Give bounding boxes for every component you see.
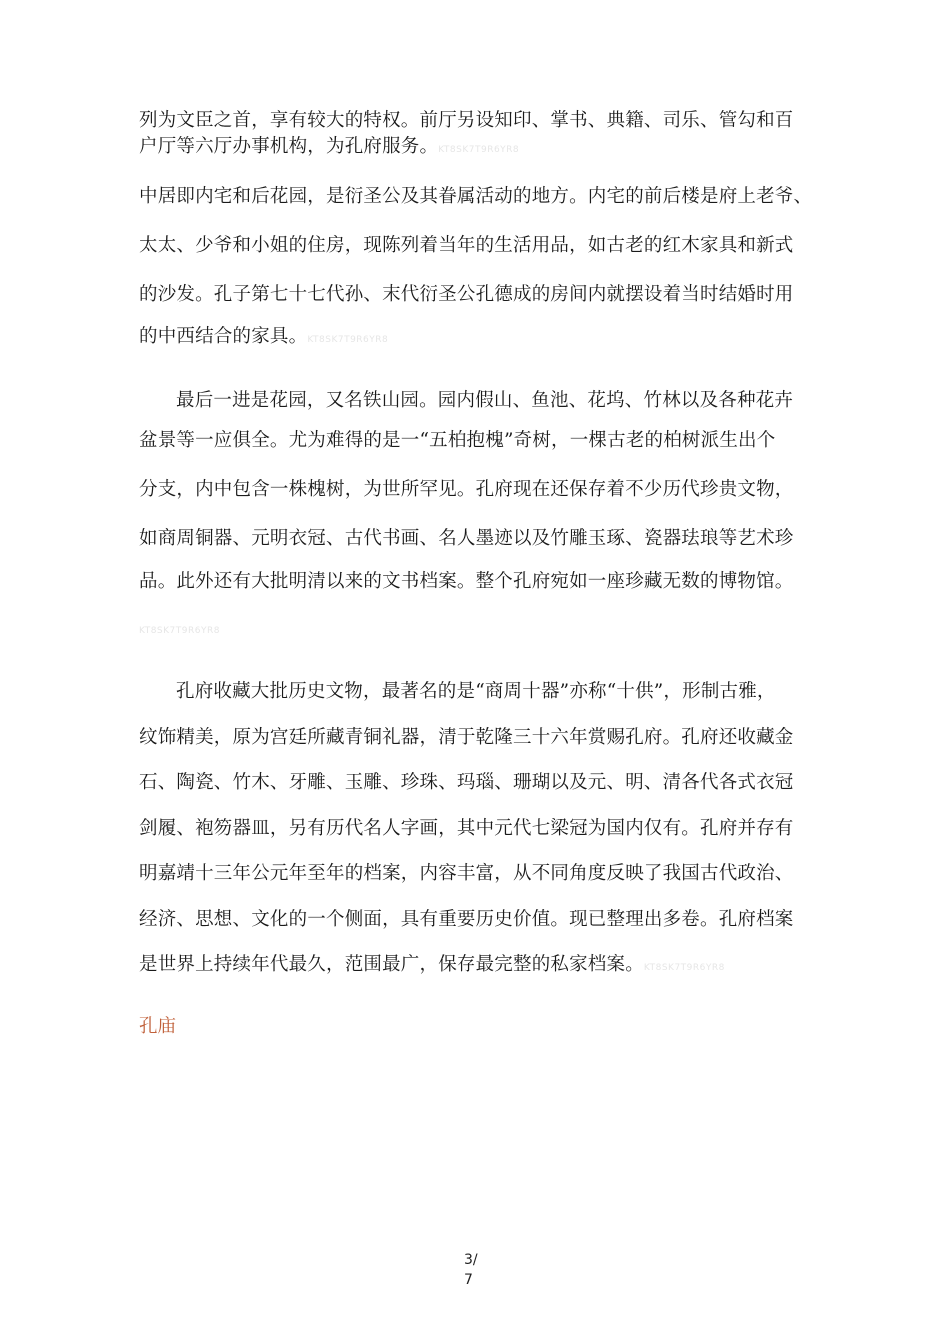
text-line: 盆景等一应俱全。尤为难得的是一“五柏抱槐”奇树，一棵古老的柏树派生出个 (139, 430, 776, 451)
text-line: 如商周铜器、元明衣冠、古代书画、名人墨迹以及竹雕玉琢、瓷器珐琅等艺术珍 (139, 528, 794, 549)
text-line: 中居即内宅和后花园，是衍圣公及其眷属活动的地方。内宅的前后楼是府上老爷、 (139, 186, 813, 207)
page-number-total: 7 (464, 1272, 473, 1288)
text-line (139, 134, 519, 163)
watermark-text: KT8SK7T9R6YR8 (307, 335, 389, 345)
text-line: 纹饰精美，原为宫廷所藏青铜礼器，清于乾隆三十六年赏赐孔府。孔府还收藏金 (139, 727, 794, 748)
text-line: 分支，内中包含一株槐树，为世所罕见。孔府现在还保存着不少历代珍贵文物， (139, 479, 794, 500)
text-line (139, 324, 388, 353)
watermark-text: KT8SK7T9R6YR8 (438, 145, 520, 155)
watermark-text: KT8SK7T9R6YR8 (139, 626, 220, 636)
text-line: 列为文臣之首，享有较大的特权。前厅另设知印、掌书、典籍、司乐、管勾和百 (139, 110, 794, 131)
text-line: 孔府收藏大批历史文物，最著名的是“商周十器”亦称“十供”，形制古雅， (176, 681, 776, 702)
text-line: 太太、少爷和小姐的住房，现陈列着当年的生活用品，如古老的红木家具和新式 (139, 235, 794, 256)
page-number (464, 1250, 478, 1290)
text-line (139, 952, 725, 981)
text-line-content: 户厅等六厅办事机构，为孔府服务。 (139, 136, 439, 157)
text-line-content: 是世界上持续年代最久，范围最广，保存最完整的私家档案。 (139, 954, 644, 975)
text-line: 剑履、袍笏器皿，另有历代名人字画，其中元代七梁冠为国内仅有。孔府并存有 (139, 818, 794, 839)
watermark-text: KT8SK7T9R6YR8 (643, 963, 725, 973)
page-number-current: 3/ (464, 1252, 478, 1268)
text-line: 经济、思想、文化的一个侧面，具有重要历史价值。现已整理出多卷。孔府档案 (139, 909, 794, 930)
text-line: 石、陶瓷、竹木、牙雕、玉雕、珍珠、玛瑙、珊瑚以及元、明、清各代各式衣冠 (139, 772, 794, 793)
text-line: 的沙发。孔子第七十七代孙、末代衍圣公孔德成的房间内就摆设着当时结婚时用 (139, 284, 794, 305)
text-line: 品。此外还有大批明清以来的文书档案。整个孔府宛如一座珍藏无数的博物馆。 (139, 571, 794, 592)
text-line-content: 的中西结合的家具。 (139, 326, 308, 347)
text-line: 最后一进是花园，又名铁山园。园内假山、鱼池、花坞、竹林以及各种花卉 (176, 390, 794, 411)
section-heading: 孔庙 (139, 1016, 177, 1037)
text-line: 明嘉靖十三年公元年至年的档案，内容丰富，从不同角度反映了我国古代政治、 (139, 863, 794, 884)
